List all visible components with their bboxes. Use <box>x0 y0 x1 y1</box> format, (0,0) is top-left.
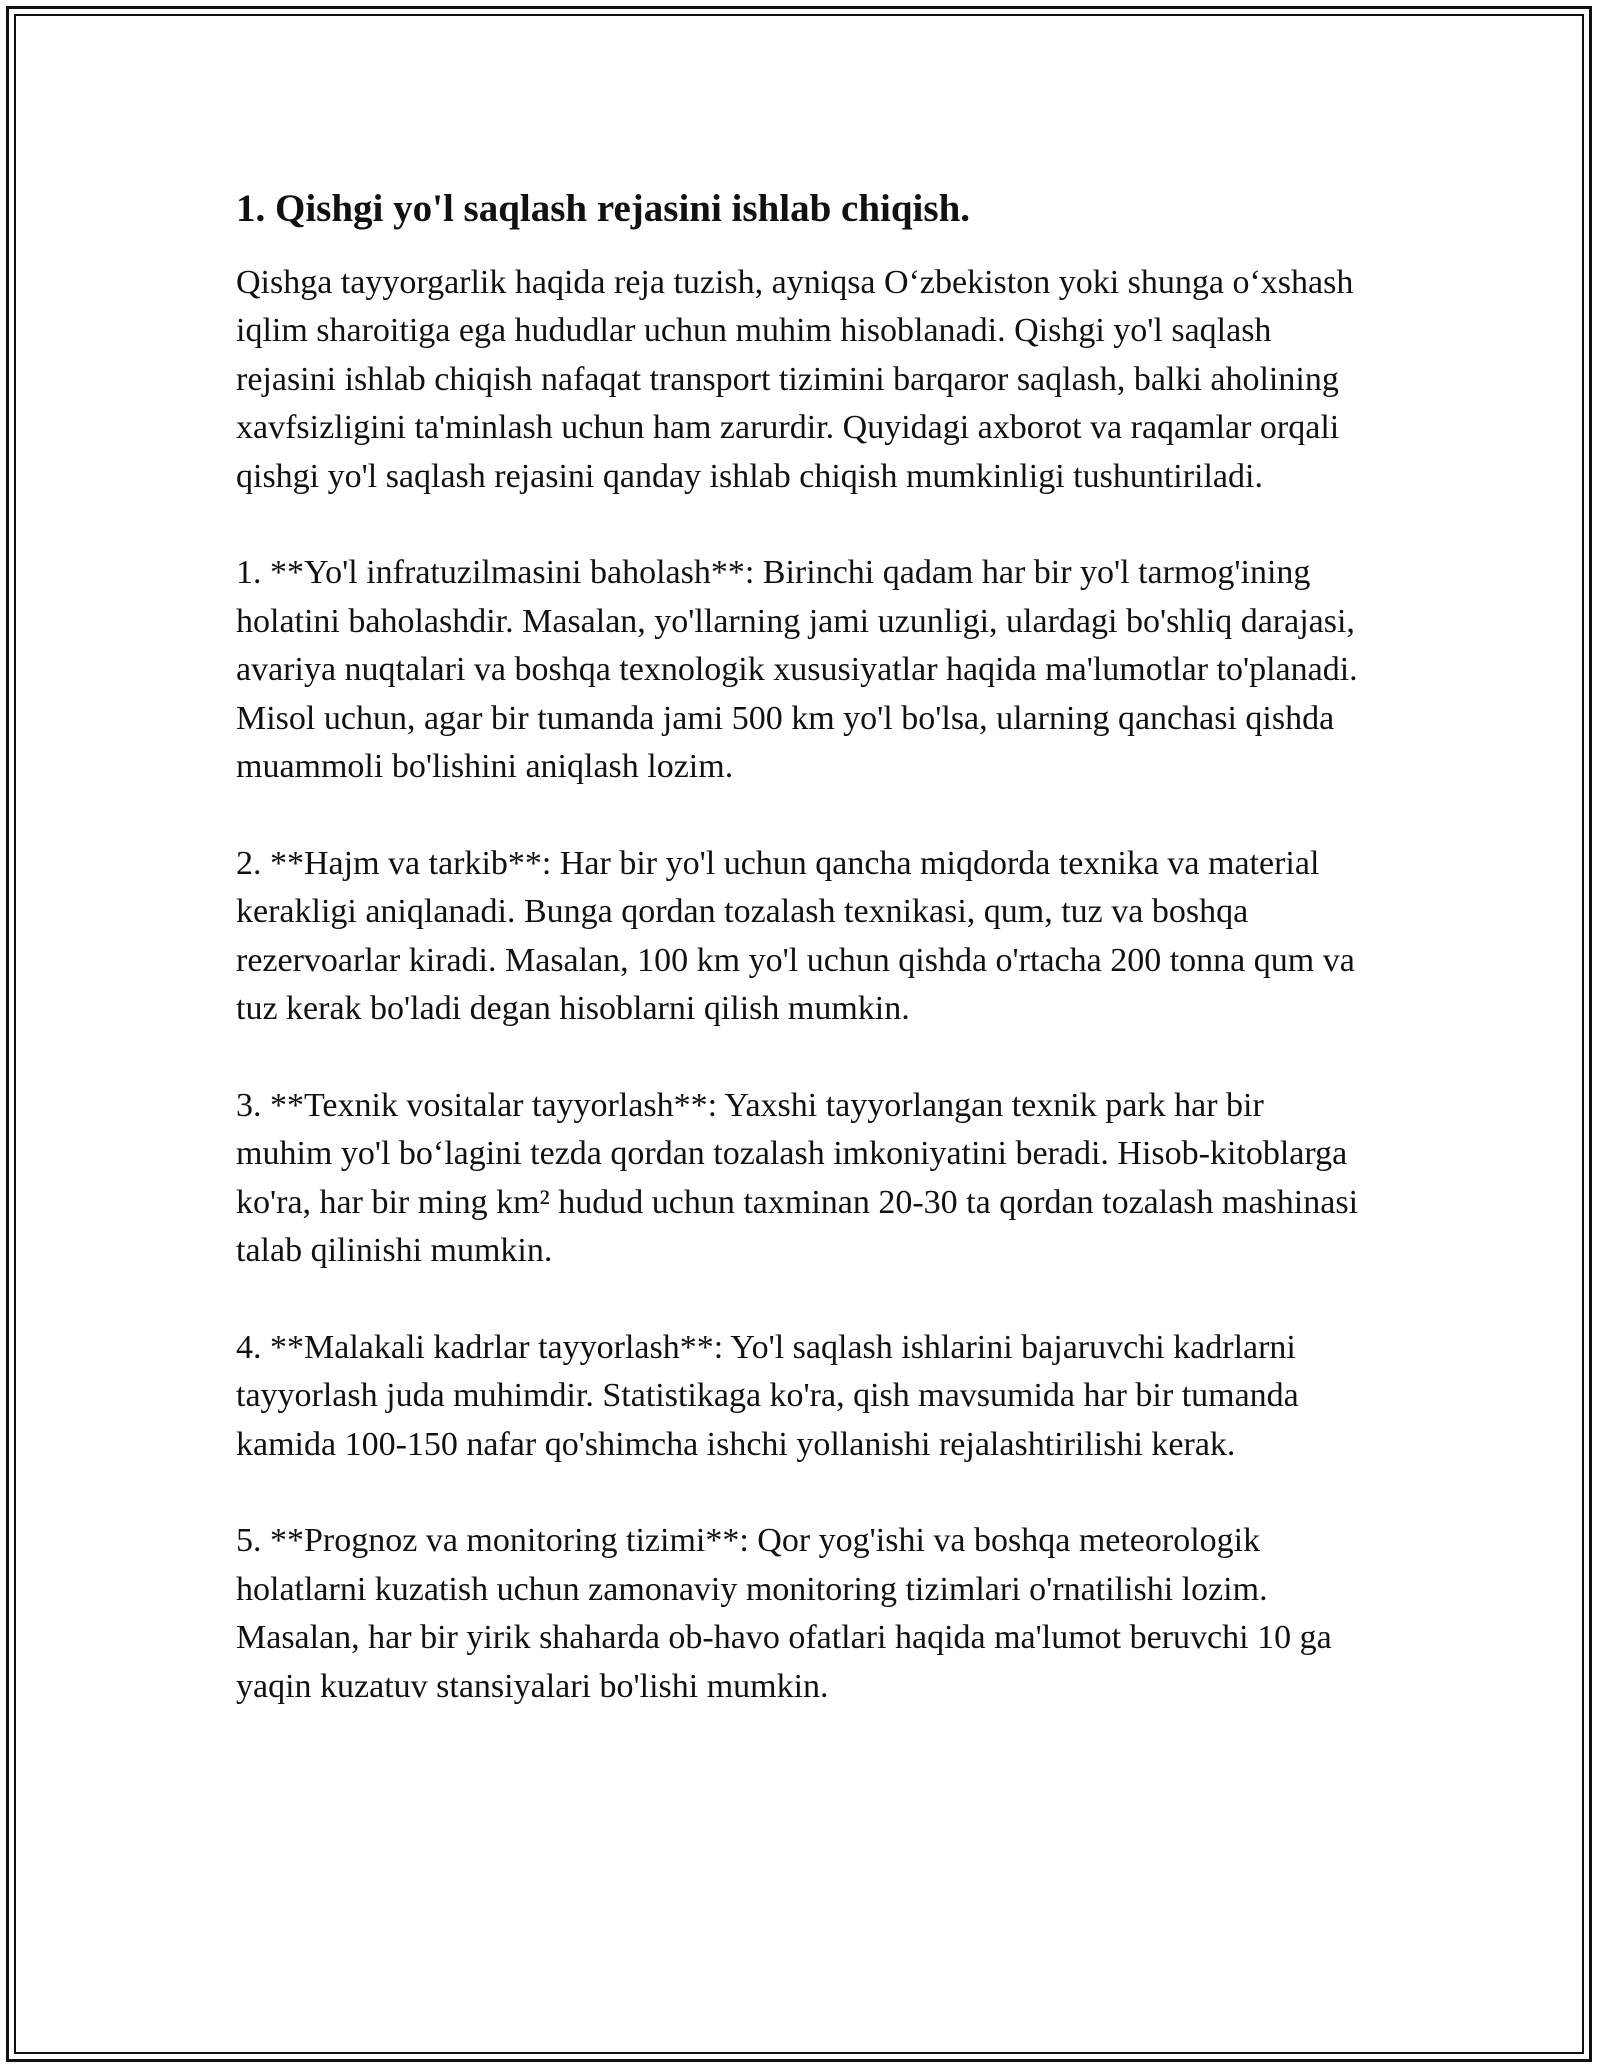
paragraph-qualified-staff: 4. **Malakali kadrlar tayyorlash**: Yo'l saqlash ishlarini bajaruvchi kadrlarni tayyorlash juda muhimdir. Statistikaga ko'ra, qish mavsumida har bir tumanda kamida 100-150 nafar qo'shimcha ishchi yollanishi rejalashtirilishi kerak. <box>236 1328 1299 1463</box>
paragraph-volume-composition: 2. **Hajm va tarkib**: Har bir yo'l uchun qancha miqdorda texnika va material kerakligi aniqlanadi. Bunga qordan tozalash texnikasi, qum, tuz va boshqa rezervoarlar kiradi. Masalan, 100 km yo'l uchun qishda o'rtacha 200 tonna qum va tuz kerak bo'ladi degan hisoblarni qilish mumkin. <box>236 844 1355 1028</box>
paragraph-technical-equipment: 3. **Texnik vositalar tayyorlash**: Yaxshi tayyorlangan texnik park har bir muhim yo'l bo‘lagini tezda qordan tozalash imkoniyatini beradi. Hisob-kitoblarga ko'ra, har bir ming km² hudud uchun taxminan 20-30 ta qordan tozalash mashinasi talab qilinishi mumkin. <box>236 1086 1359 1270</box>
paragraph-forecast-monitoring: 5. **Prognoz va monitoring tizimi**: Qor yog'ishi va boshqa meteorologik holatlarni kuzatish uchun zamonaviy monitoring tizimlari o'rnatilishi lozim. Masalan, har bir yirik shaharda ob-havo ofatlari haqida ma'lumot beruvchi 10 ga yaqin kuzatuv stansiyalari bo'lishi mumkin. <box>236 1522 1332 1705</box>
document-body <box>236 186 1366 1759</box>
paragraph-infrastructure-assessment: 1. **Yo'l infratuzilmasini baholash**: Birinchi qadam har bir yo'l tarmog'ining holatini baholashdir. Masalan, yo'llarning jami uzunligi, ulardagi bo'shliq darajasi, avariya nuqtalari va boshqa texnologik xususiyatlar haqida ma'lumotlar to'planadi. Misol uchun, agar bir tumanda jami 500 km yo'l bo'lsa, ularning qanchasi qishda muammoli bo'lishini aniqlash lozim. <box>236 554 1358 786</box>
intro-paragraph: Qishga tayyorgarlik haqida reja tuzish, ayniqsa O‘zbekiston yoki shunga o‘xshash iqlim sharoitiga ega hududlar uchun muhim hisoblanadi. Qishgi yo'l saqlash rejasini ishlab chiqish nafaqat transport tizimini barqaror saqlash, balki aholining xavfsizligini ta'minlash uchun ham zarurdir. Quyidagi axborot va raqamlar orqali qishgi yo'l saqlash rejasini qanday ishlab chiqish mumkinligi tushuntiriladi. <box>236 263 1354 495</box>
page-title: 1. Qishgi yo'l saqlash rejasini ishlab chiqish. <box>236 187 971 230</box>
